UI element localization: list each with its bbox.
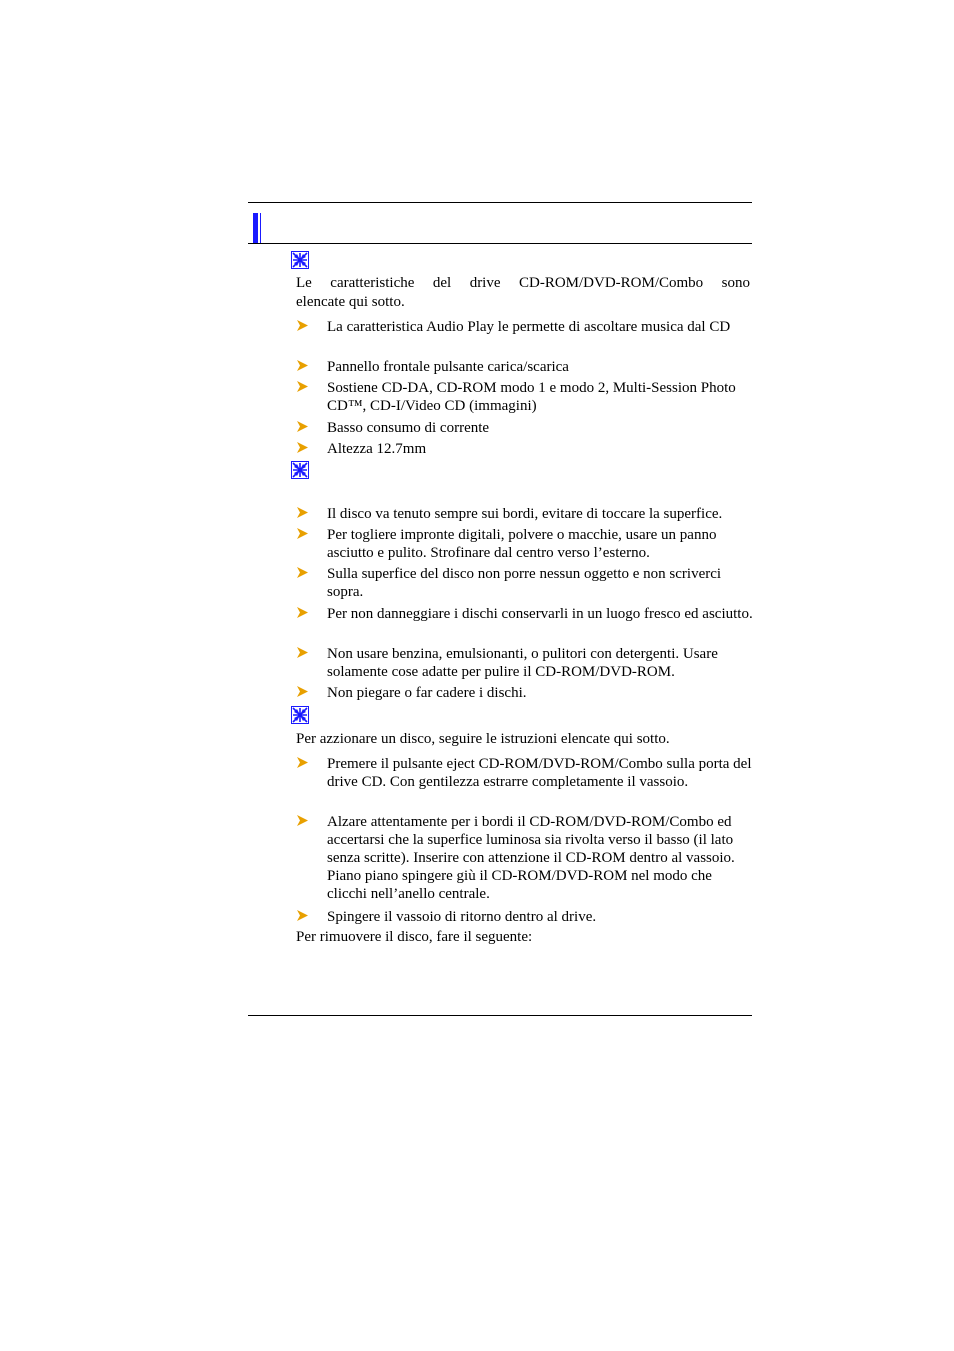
list-item-text: Non piegare o far cadere i dischi.: [327, 685, 527, 701]
list-item-text: Spingere il vassoio di ritorno dentro al drive.: [327, 909, 597, 925]
list-item-text: La caratteristica Audio Play le permette di ascoltare musica dal CD: [327, 319, 731, 335]
instructions-intro: Per azzionare un disco, seguire le istruzioni elencate qui sotto.: [296, 731, 670, 747]
arrowhead-bullet-icon: [296, 685, 309, 698]
arrowhead-bullet-icon: [296, 359, 309, 372]
arrowhead-bullet-icon: [296, 506, 309, 519]
starburst-box-icon: [291, 706, 309, 724]
list-item-text: Altezza 12.7mm: [327, 441, 427, 457]
list-item-text: Sulla superfice del disco non porre nessun oggetto e non scriverci sopra.: [327, 566, 722, 600]
arrowhead-bullet-icon: [296, 566, 309, 579]
arrowhead-bullet-icon: [296, 756, 309, 769]
heading-accent-bar: [253, 213, 258, 243]
intro-paragraph-line-1: Le caratteristiche del drive CD-ROM/DVD-ROM/Combo sono: [296, 275, 750, 291]
header-rule-top: [248, 202, 752, 203]
list-item-text: Sostiene CD-DA, CD-ROM modo 1 e modo 2, Multi-Session Photo CD™, CD-I/Video CD (immagini): [327, 380, 736, 414]
list-item-text: Premere il pulsante eject CD-ROM/DVD-ROM/Combo sulla porta del drive CD. Con gentilezza estrarre completamente il vassoio.: [327, 756, 752, 790]
footer-rule: [248, 1015, 752, 1016]
arrowhead-bullet-icon: [296, 527, 309, 540]
arrowhead-bullet-icon: [296, 814, 309, 827]
arrowhead-bullet-icon: [296, 909, 309, 922]
arrowhead-bullet-icon: [296, 441, 309, 454]
starburst-box-icon: [291, 461, 309, 479]
list-item-text: Per non danneggiare i dischi conservarli in un luogo fresco ed asciutto.: [327, 606, 753, 622]
arrowhead-bullet-icon: [296, 420, 309, 433]
arrowhead-bullet-icon: [296, 606, 309, 619]
intro-paragraph-line-2: elencate qui sotto.: [296, 294, 405, 310]
starburst-box-icon: [291, 251, 309, 269]
removal-intro: Per rimuovere il disco, fare il seguente:: [296, 929, 533, 945]
arrowhead-bullet-icon: [296, 319, 309, 332]
list-item-text: Alzare attentamente per i bordi il CD-ROM/DVD-ROM/Combo ed accertarsi che la superfice luminosa sia rivolta verso il basso (il lato senza scritte). Inserire con attenzione il CD-ROM dentro al vassoio. Piano piano spingere giù il CD-ROM/DVD-ROM nel modo che clicchi nell’anello centrale.: [327, 814, 735, 902]
list-item-text: Pannello frontale pulsante carica/scarica: [327, 359, 569, 375]
arrowhead-bullet-icon: [296, 380, 309, 393]
list-item-text: Per togliere impronte digitali, polvere o macchie, usare un panno asciutto e pulito. Strofinare dal centro verso l’esterno.: [327, 527, 717, 561]
list-item-text: Il disco va tenuto sempre sui bordi, evitare di toccare la superfice.: [327, 506, 723, 522]
arrowhead-bullet-icon: [296, 646, 309, 659]
header-rule-bottom: [248, 243, 752, 244]
list-item-text: Basso consumo di corrente: [327, 420, 490, 436]
list-item-text: Non usare benzina, emulsionanti, o pulitori con detergenti. Usare solamente cose adatte per pulire il CD-ROM/DVD-ROM.: [327, 646, 718, 680]
